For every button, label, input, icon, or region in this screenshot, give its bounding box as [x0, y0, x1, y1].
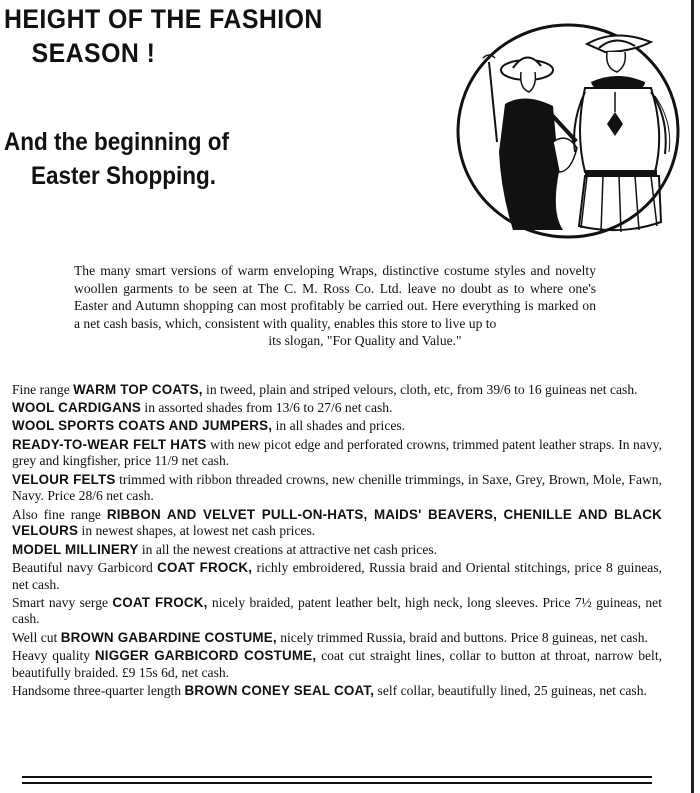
headline	[4, 2, 323, 70]
item-text: in all the newest creations at attractive net cash prices.	[138, 541, 438, 557]
item-text: in newest shapes, at lowest net cash prices.	[78, 523, 316, 539]
headline-line-1: HEIGHT OF THE FASHION	[4, 4, 323, 34]
subheadline	[4, 125, 229, 193]
bottom-rule	[22, 776, 652, 778]
item-text: Also fine range	[12, 506, 107, 522]
item-text: nicely trimmed Russia, braid and buttons. Price 8 guineas, net cash.	[276, 629, 648, 645]
item-text: trimmed with ribbon threaded crowns, new chenille trimmings, in Saxe, Grey, Brown, Mole, Fawn, Navy. Price 28/6 net cash.	[12, 471, 662, 504]
item-text: Fine range	[12, 382, 74, 397]
item-heading: BROWN GABARDINE COSTUME,	[60, 629, 277, 645]
fashion-ladies-illustration-icon	[455, 22, 681, 240]
list-item	[12, 595, 662, 629]
item-heading: READY-TO-WEAR FELT HATS	[12, 436, 207, 452]
item-heading: RIBBON AND VELVET PULL-ON-HATS, MAIDS' BEAVERS, CHENILLE AND BLACK VELOURS	[12, 506, 662, 539]
list-item	[12, 560, 662, 594]
item-heading: BROWN CONEY SEAL COAT,	[184, 682, 375, 698]
bottom-rule	[22, 782, 652, 784]
item-text: self collar, beautifully lined, 25 guineas, net cash.	[374, 682, 647, 698]
intro-slogan-line: its slogan, "For Quality and Value."	[268, 333, 462, 349]
item-text: in assorted shades from 13/6 to 27/6 net cash.	[141, 400, 393, 416]
list-item	[12, 648, 662, 682]
list-item	[12, 400, 662, 417]
list-item	[12, 630, 662, 647]
item-text: Beautiful navy Garbicord	[12, 559, 158, 575]
item-heading: COAT FROCK,	[112, 594, 208, 610]
page-edge-rule	[691, 0, 694, 793]
item-text: coat cut straight lines, collar to button at throat, narrow belt, beautifully braided. £9 15s 6d, net cash.	[12, 647, 663, 680]
subheadline-line-2: Easter Shopping.	[31, 162, 217, 190]
item-text: richly embroidered, Russia braid and Oriental stitchings, price 8 guineas, net cash.	[12, 559, 663, 592]
headline-line-2: SEASON !	[31, 38, 156, 68]
item-text: with new picot edge and perforated crowns, trimmed patent leather straps. In navy, grey and kingfisher, price 11/9 net cash.	[12, 436, 662, 469]
item-text: Handsome three-quarter length	[12, 682, 185, 698]
item-heading: VELOUR FELTS	[12, 471, 116, 487]
item-heading: WOOL CARDIGANS	[12, 400, 142, 416]
intro-paragraph	[74, 262, 596, 350]
item-text: in all shades and prices.	[272, 418, 406, 434]
list-item	[12, 683, 662, 700]
item-heading: NIGGER GARBICORD COSTUME,	[94, 647, 317, 663]
product-list	[12, 382, 662, 701]
list-item	[12, 418, 662, 435]
list-item	[12, 472, 662, 506]
item-text: Smart navy serge	[12, 594, 113, 610]
item-heading: MODEL MILLINERY	[12, 541, 139, 557]
item-text: in tweed, plain and striped velours, cloth, etc, from 39/6 to 16 guineas net cash.	[202, 382, 638, 397]
item-heading: WARM TOP COATS,	[73, 382, 203, 397]
item-text: nicely braided, patent leather belt, high neck, long sleeves. Price 7½ guineas, net cash.	[12, 594, 662, 627]
item-heading: COAT FROCK,	[157, 559, 253, 575]
list-item	[12, 382, 662, 399]
intro-body: The many smart versions of warm enveloping Wraps, distinctive costume styles and novelty woollen garments to be seen at The C. M. Ross Co. Ltd. leave no doubt as to where one's Easter and Autumn shopping can most profitably be carried out. Here everything is marked on a net cash basis, which, consistent with quality, enables this store to live up to	[74, 263, 596, 331]
list-item	[12, 542, 662, 559]
list-item	[12, 437, 662, 471]
item-text: Well cut	[12, 629, 61, 645]
list-item	[12, 507, 662, 541]
item-heading: WOOL SPORTS COATS AND JUMPERS,	[12, 418, 273, 434]
subheadline-line-1: And the beginning of	[4, 128, 229, 156]
item-text: Heavy quality	[12, 647, 95, 663]
